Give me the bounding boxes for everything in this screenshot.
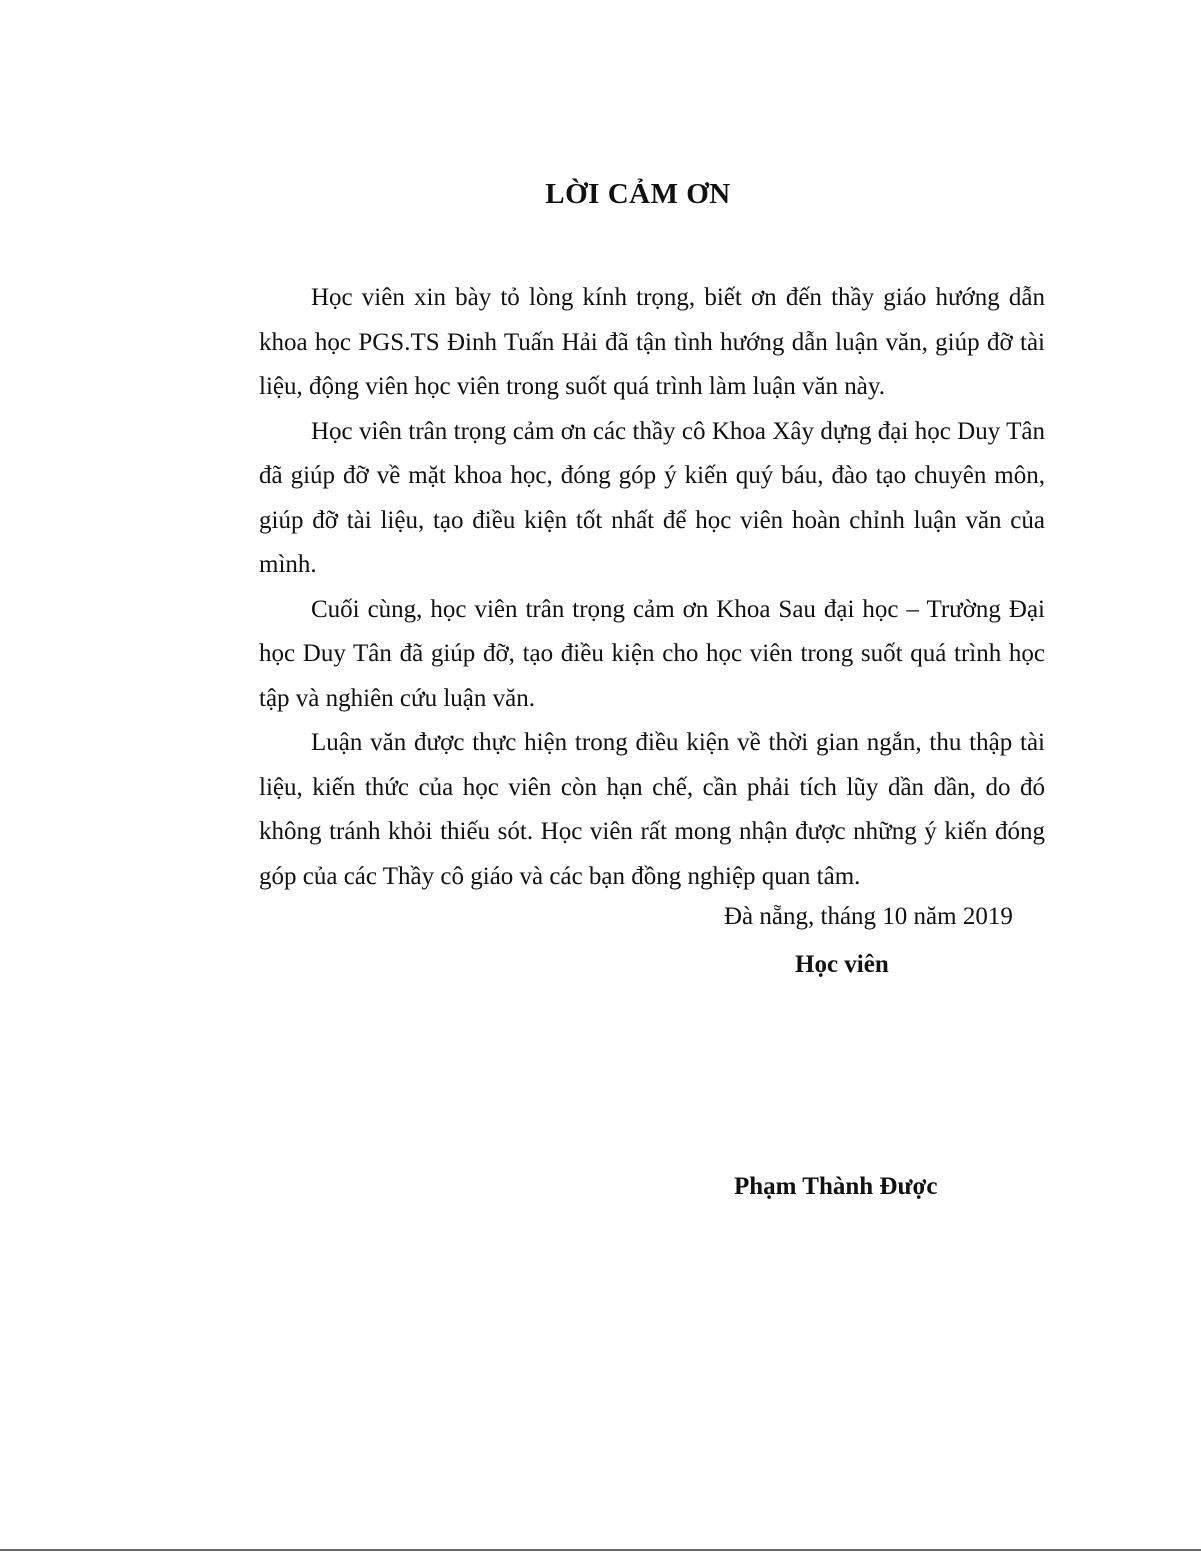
place-date: Đà nẵng, tháng 10 năm 2019 — [724, 903, 1013, 930]
signer-name: Phạm Thành Được — [734, 1173, 938, 1200]
paragraph-3: Cuối cùng, học viên trân trọng cảm ơn Khoa Sau đại học – Trường Đại học Duy Tân đã giúp đỡ, tạo điều kiện cho học viên trong suốt quá trình học tập và nghiên cứu luận văn. — [259, 595, 1045, 712]
paragraph-4: Luận văn được thực hiện trong điều kiện về thời gian ngắn, thu thập tài liệu, kiến thức của học viên còn hạn chế, cần phải tích lũy dần dần, do đó không tránh khỏi thiếu sót. Học viên rất mong nhận được những ý kiến đóng góp của các Thầy cô giáo và các bạn đồng nghiệp quan tâm. — [259, 729, 1045, 890]
acknowledgement-body — [259, 276, 1045, 899]
paragraph-2: Học viên trân trọng cảm ơn các thầy cô Khoa Xây dựng đại học Duy Tân đã giúp đỡ về mặt khoa học, đóng góp ý kiến quý báu, đào tạo chuyên môn, giúp đỡ tài liệu, tạo điều kiện tốt nhất để học viên hoàn chỉnh luận văn của mình. — [259, 417, 1045, 578]
paragraph-1: Học viên xin bày tỏ lòng kính trọng, biết ơn đến thầy giáo hướng dẫn khoa học PGS.TS Đinh Tuấn Hải đã tận tình hướng dẫn luận văn, giúp đỡ tài liệu, động viên học viên trong suốt quá trình làm luận văn này. — [259, 284, 1045, 400]
signer-role: Học viên — [795, 951, 889, 978]
page-title: LỜI CẢM ƠN — [545, 178, 731, 210]
page-bottom-border — [0, 1549, 1201, 1551]
